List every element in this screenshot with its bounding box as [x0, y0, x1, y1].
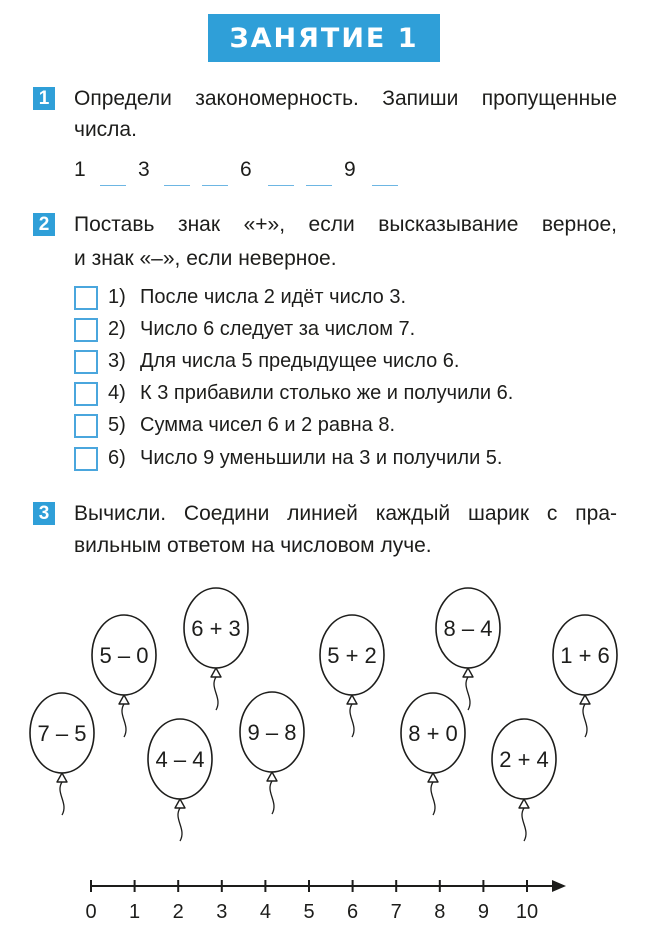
balloon-expression: 8 + 0	[408, 721, 458, 746]
balloon-string	[522, 808, 526, 841]
sequence-number: 1	[74, 158, 86, 181]
balloon-string	[122, 704, 126, 737]
balloon[interactable]	[553, 615, 617, 737]
balloon-expression: 4 – 4	[155, 747, 205, 772]
balloon[interactable]	[92, 615, 156, 737]
balloon-expression: 1 + 6	[560, 643, 610, 668]
number-line-label: 6	[347, 901, 359, 923]
task-3-number: 3	[33, 502, 55, 525]
sequence-number: 3	[138, 158, 150, 181]
balloon[interactable]	[240, 692, 304, 814]
balloon-expression: 5 + 2	[327, 643, 377, 668]
balloon[interactable]	[436, 588, 500, 710]
task-3-text-line-2: вильным ответом на числовом луче.	[74, 534, 432, 557]
task-1-text-line-2: числа.	[74, 118, 137, 141]
number-line-label: 7	[390, 901, 402, 923]
statement-2: 2) Число 6 следует за числом 7.	[108, 318, 416, 340]
balloon[interactable]	[492, 719, 556, 841]
balloon-expression: 2 + 4	[499, 747, 549, 772]
number-line-label: 5	[303, 901, 315, 923]
statement-1: 1) После числа 2 идёт число 3.	[108, 286, 406, 308]
task-2-text-line-2: и знак «–», если неверное.	[74, 247, 337, 270]
statement-3: 3) Для числа 5 предыдущее число 6.	[108, 350, 460, 372]
task-3-text-line-1: Вычисли. Соедини линией каждый шарик с пра-	[74, 502, 617, 525]
task-1-number: 1	[33, 87, 55, 110]
balloon[interactable]	[184, 588, 248, 710]
balloon[interactable]	[30, 693, 94, 815]
number-line-label: 0	[85, 901, 97, 923]
task-2-text-line-1: Поставь знак «+», если высказывание верное,	[74, 213, 617, 236]
balloon-string	[178, 808, 182, 841]
balloon[interactable]	[148, 719, 212, 841]
balloon-string	[583, 704, 587, 737]
sequence-number: 6	[240, 158, 252, 181]
number-line-label: 8	[434, 901, 446, 923]
number-line	[85, 880, 566, 923]
balloon-expression: 5 – 0	[99, 643, 149, 668]
arrow-icon	[552, 880, 566, 892]
balloon[interactable]	[401, 693, 465, 815]
sequence-number: 9	[344, 158, 356, 181]
balloon-expression: 9 – 8	[247, 720, 297, 745]
number-line-label: 1	[129, 901, 141, 923]
balloon-string	[214, 677, 218, 710]
task-1-text-line-1: Определи закономерность. Запиши пропущенные	[74, 87, 617, 110]
balloon-string	[270, 781, 274, 814]
balloon-string	[350, 704, 354, 737]
number-line-label: 4	[259, 901, 271, 923]
balloon-string	[431, 782, 435, 815]
number-line-label: 9	[477, 901, 489, 923]
number-line-label: 2	[172, 901, 184, 923]
statement-5: 5) Сумма чисел 6 и 2 равна 8.	[108, 414, 396, 436]
lesson-title: ЗАНЯТИЕ 1	[208, 14, 440, 62]
balloon-string	[466, 677, 470, 710]
balloon-expression: 7 – 5	[37, 721, 87, 746]
balloon-expression: 6 + 3	[191, 616, 241, 641]
number-line-label: 10	[515, 901, 539, 923]
balloon-expression: 8 – 4	[443, 616, 493, 641]
balloon-string	[60, 782, 64, 815]
number-line-label: 3	[216, 901, 228, 923]
statement-4: 4) К 3 прибавили столько же и получили 6.	[108, 382, 514, 404]
task-2-number: 2	[33, 213, 55, 236]
balloon[interactable]	[320, 615, 384, 737]
statement-6: 6) Число 9 уменьшили на 3 и получили 5.	[108, 447, 503, 469]
